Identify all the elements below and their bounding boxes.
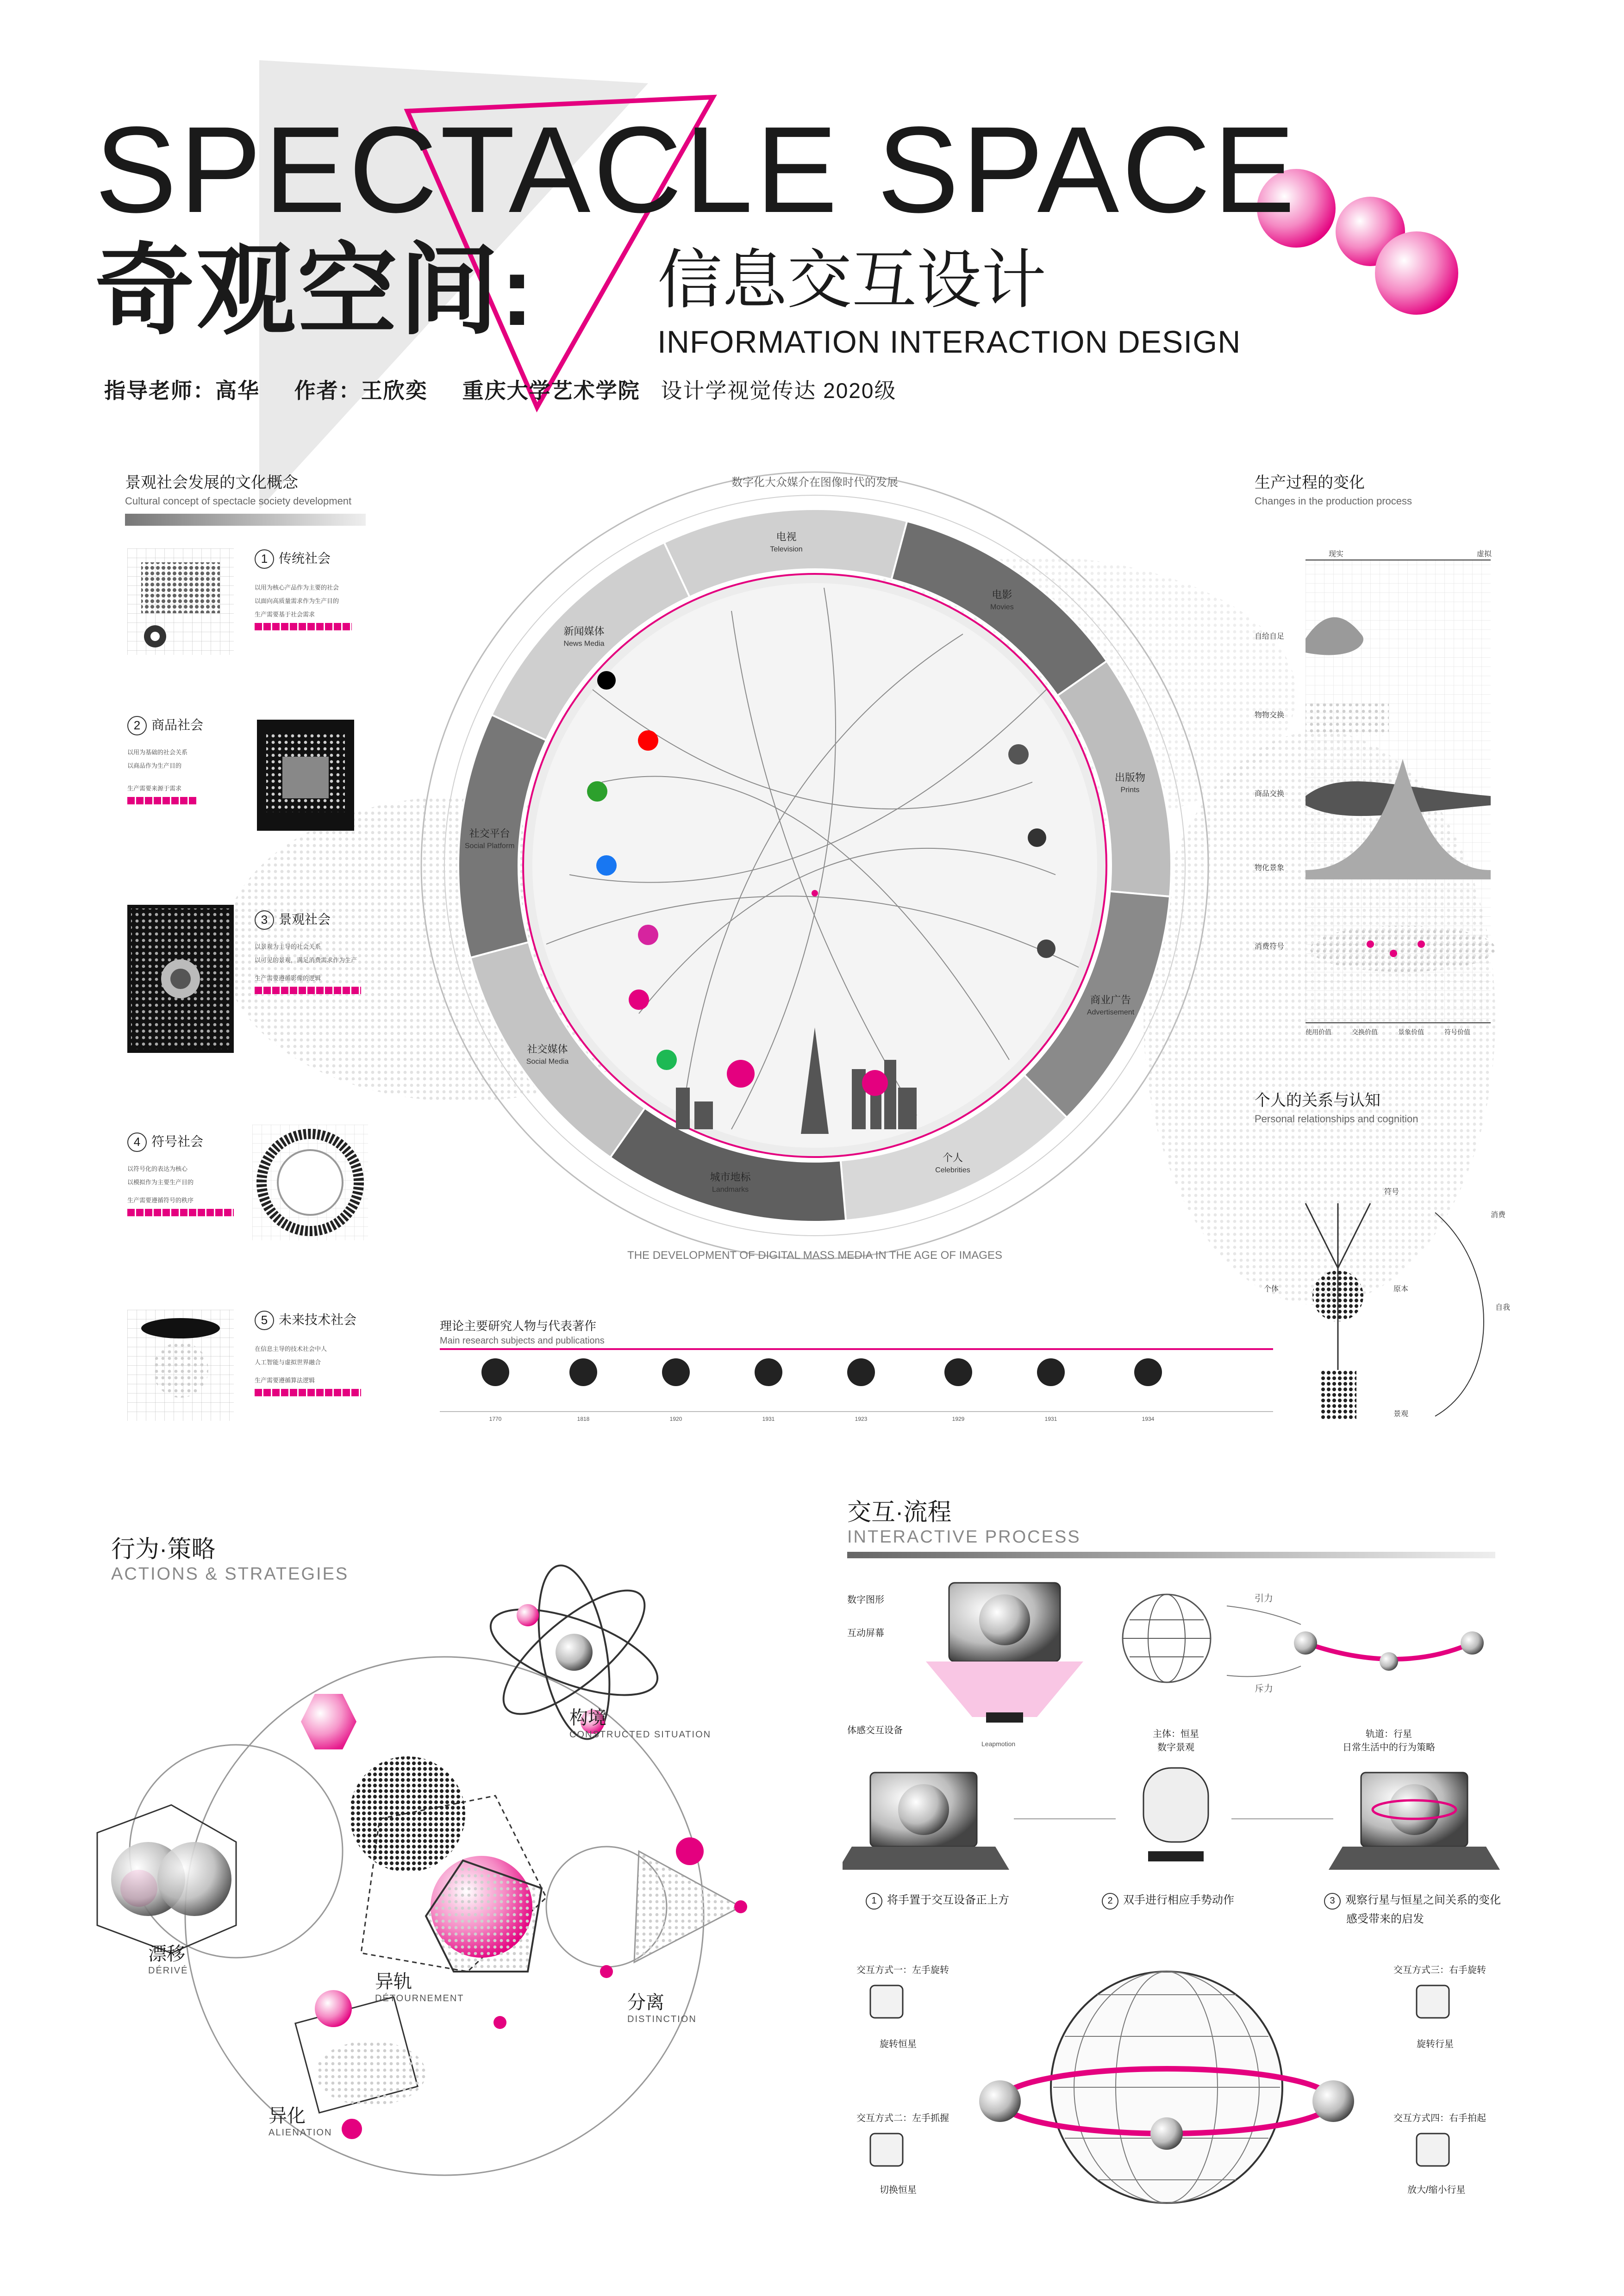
era-4-image bbox=[252, 1125, 368, 1240]
ring-sector-sublabel: Celebrities bbox=[935, 1166, 970, 1174]
era-block-5: 5 未来技术社会 在信息主导的技术社会中人 人工智能与虚拟世界融合 生产需要遵循算法逻辑 bbox=[127, 1310, 234, 1423]
action-constructed: 构境 CONSTRUCTED SITUATION bbox=[569, 1708, 712, 1740]
svg-text:物化景象: 物化景象 bbox=[1255, 864, 1285, 872]
era-block-3: 3 景观社会 以景观为主导的社会关系 以可见的景观，满足消费需求作为生产 生产需要遵循影像的逻辑 bbox=[127, 905, 234, 1055]
action-derive: 漂移 DÉRIVÉ bbox=[148, 1944, 188, 1976]
era-5-label: 5 未来技术社会 bbox=[255, 1310, 361, 1330]
step-1: 1 将手置于交互设备正上方 bbox=[866, 1891, 1009, 1910]
left-panel-title: 景观社会发展的文化概念 bbox=[125, 474, 298, 492]
step-3: 3 观察行星与恒星之间关系的变化 感受带来的启发 bbox=[1324, 1891, 1501, 1926]
left-panel-subtitle: Cultural concept of spectacle society development bbox=[125, 495, 352, 507]
label-digital-graphic: 数字图形 bbox=[847, 1595, 884, 1605]
right-mid-subtitle: Personal relationships and cognition bbox=[1255, 1113, 1418, 1125]
researchers-timeline bbox=[440, 1342, 1273, 1435]
era-block-1: 1 传统社会 以用为核心产品作为主要的社会 以面向高质量需求作为生产目的 生产需要基于社会需求 bbox=[127, 548, 234, 657]
svg-text:使用价值: 使用价值 bbox=[1305, 1028, 1331, 1036]
era-3-image bbox=[127, 905, 234, 1053]
credits-line bbox=[104, 374, 924, 404]
label-motion-device: 体感交互设备 bbox=[847, 1725, 903, 1736]
ring-sector-sublabel: Prints bbox=[1120, 786, 1140, 794]
mode-2-caption: 切换恒星 bbox=[880, 2185, 917, 2195]
ring-sector-label: 新闻媒体 bbox=[563, 625, 605, 637]
action-detournement: 异轨 DÉTOURNEMENT bbox=[375, 1972, 464, 2004]
svg-text:消费: 消费 bbox=[1491, 1211, 1506, 1219]
svg-text:1920: 1920 bbox=[669, 1416, 682, 1422]
svg-text:斥力: 斥力 bbox=[1255, 1684, 1273, 1694]
ring-sector-label: 电影 bbox=[992, 589, 1012, 601]
svg-text:自我: 自我 bbox=[1495, 1304, 1511, 1312]
ring-sector-label: 城市地标 bbox=[710, 1171, 751, 1183]
right-top-header bbox=[1255, 470, 1412, 507]
svg-text:1934: 1934 bbox=[1142, 1416, 1155, 1422]
right-top-title: 生产过程的变化 bbox=[1255, 474, 1365, 492]
ring-sector-sublabel: Social Platform bbox=[464, 842, 515, 850]
svg-text:引力: 引力 bbox=[1255, 1593, 1273, 1604]
mode-1-caption: 旋转恒星 bbox=[880, 2039, 917, 2049]
mode-4-caption: 放大/缩小行星 bbox=[1407, 2185, 1466, 2195]
ring-sector-label: 社交媒体 bbox=[527, 1043, 568, 1055]
process-subtitle: INTERACTIVE PROCESS bbox=[847, 1527, 1081, 1547]
mode-3-title: 交互方式三：右手旋转 bbox=[1393, 1965, 1486, 1975]
production-chart bbox=[1250, 546, 1505, 1055]
era-2-label: 2 商品社会 bbox=[127, 715, 203, 735]
ring-sector-label: 电视 bbox=[776, 531, 797, 543]
actions-subtitle: ACTIONS & STRATEGIES bbox=[111, 1564, 349, 1584]
ring-sector-label: 个人 bbox=[942, 1151, 963, 1164]
title-chinese: 奇观空间: bbox=[95, 235, 536, 346]
subject-label: 主体：恒星 数字景观 bbox=[1153, 1729, 1199, 1753]
svg-text:1818: 1818 bbox=[577, 1416, 590, 1422]
svg-text:符号: 符号 bbox=[1384, 1188, 1399, 1196]
mode-1-title: 交互方式一：左手旋转 bbox=[856, 1965, 949, 1975]
era-4-label: 4 符号社会 bbox=[127, 1132, 234, 1152]
svg-text:景象价值: 景象价值 bbox=[1398, 1028, 1424, 1036]
ring-sector-label: 社交平台 bbox=[469, 828, 510, 840]
svg-text:虚拟: 虚拟 bbox=[1477, 550, 1492, 558]
svg-text:原本: 原本 bbox=[1393, 1285, 1409, 1293]
svg-text:1931: 1931 bbox=[1044, 1416, 1057, 1422]
relationship-diagram bbox=[1259, 1176, 1518, 1435]
mode-3-caption: 旋转行星 bbox=[1417, 2039, 1454, 2049]
svg-text:1929: 1929 bbox=[952, 1416, 965, 1422]
subtitle-english: INFORMATION INTERACTION DESIGN bbox=[657, 324, 1241, 360]
svg-text:自给自足: 自给自足 bbox=[1255, 633, 1285, 641]
left-panel-header bbox=[125, 470, 366, 526]
leapmotion-caption: Leapmotion bbox=[981, 1740, 1016, 1748]
svg-text:个体: 个体 bbox=[1264, 1285, 1279, 1293]
major: 设计学视觉传达 2020级 bbox=[661, 379, 897, 403]
action-alienation: 异化 ALIENATION bbox=[269, 2106, 332, 2138]
school: 重庆大学艺术学院 bbox=[462, 379, 640, 403]
svg-text:1931: 1931 bbox=[762, 1416, 775, 1422]
ring-sector-sublabel: Social Media bbox=[526, 1058, 569, 1066]
subtitle-chinese: 信息交互设计 bbox=[657, 243, 1047, 316]
right-top-subtitle: Changes in the production process bbox=[1255, 495, 1412, 507]
ring-sector-sublabel: News Media bbox=[563, 640, 605, 648]
svg-text:消费符号: 消费符号 bbox=[1255, 943, 1285, 951]
action-distinction: 分离 DISTINCTION bbox=[627, 1992, 697, 2024]
media-circle-diagram bbox=[407, 458, 1222, 1273]
ring-sector-sublabel: Television bbox=[770, 545, 803, 554]
right-mid-header bbox=[1255, 1088, 1418, 1125]
mode-2-title: 交互方式二：左手抓握 bbox=[856, 2113, 949, 2123]
label-interactive-screen: 互动屏幕 bbox=[847, 1628, 884, 1638]
advisor: 指导老师：高华 bbox=[104, 379, 260, 403]
svg-text:1770: 1770 bbox=[489, 1416, 502, 1422]
svg-text:商品交换: 商品交换 bbox=[1255, 790, 1285, 798]
process-header bbox=[847, 1493, 1495, 1558]
author: 作者：王欣奕 bbox=[294, 379, 428, 403]
researchers-subtitle: Main research subjects and publications bbox=[440, 1336, 605, 1346]
svg-text:1923: 1923 bbox=[855, 1416, 868, 1422]
svg-text:现实: 现实 bbox=[1329, 550, 1344, 558]
right-mid-title: 个人的关系与认知 bbox=[1255, 1092, 1380, 1109]
ring-sector-label: 出版物 bbox=[1114, 772, 1145, 784]
era-1-image bbox=[127, 548, 234, 655]
svg-text:交换价值: 交换价值 bbox=[1352, 1028, 1378, 1036]
ring-sector-label: 商业广告 bbox=[1090, 994, 1131, 1006]
era-1-label: 1 传统社会 bbox=[255, 548, 352, 569]
title-english: SPECTACLE SPACE bbox=[95, 101, 1298, 238]
ring-sector-sublabel: Landmarks bbox=[712, 1185, 749, 1194]
orbit-label: 轨道：行星 日常生活中的行为策略 bbox=[1343, 1729, 1435, 1753]
svg-text:物物交换: 物物交换 bbox=[1255, 711, 1285, 719]
actions-diagram bbox=[83, 1555, 806, 2194]
era-3-label: 3 景观社会 bbox=[255, 909, 361, 930]
process-title: 交互·流程 bbox=[847, 1499, 952, 1526]
researchers-title: 理论主要研究人物与代表著作 bbox=[440, 1319, 597, 1333]
ring-sector-sublabel: Movies bbox=[990, 603, 1014, 611]
ring-sector-sublabel: Advertisement bbox=[1087, 1008, 1135, 1016]
era-5-image bbox=[127, 1310, 234, 1421]
actions-title: 行为·策略 bbox=[111, 1536, 216, 1563]
step-2: 2 双手进行相应手势动作 bbox=[1102, 1891, 1234, 1910]
circle-top-label: 数字化大众媒介在图像时代的发展 bbox=[731, 476, 898, 489]
svg-text:景观: 景观 bbox=[1393, 1410, 1409, 1418]
circle-bottom-label: THE DEVELOPMENT OF DIGITAL MASS MEDIA IN THE AGE OF IMAGES bbox=[627, 1249, 1002, 1262]
svg-text:符号价值: 符号价值 bbox=[1444, 1028, 1470, 1036]
mode-4-title: 交互方式四：右手拍起 bbox=[1393, 2113, 1486, 2123]
